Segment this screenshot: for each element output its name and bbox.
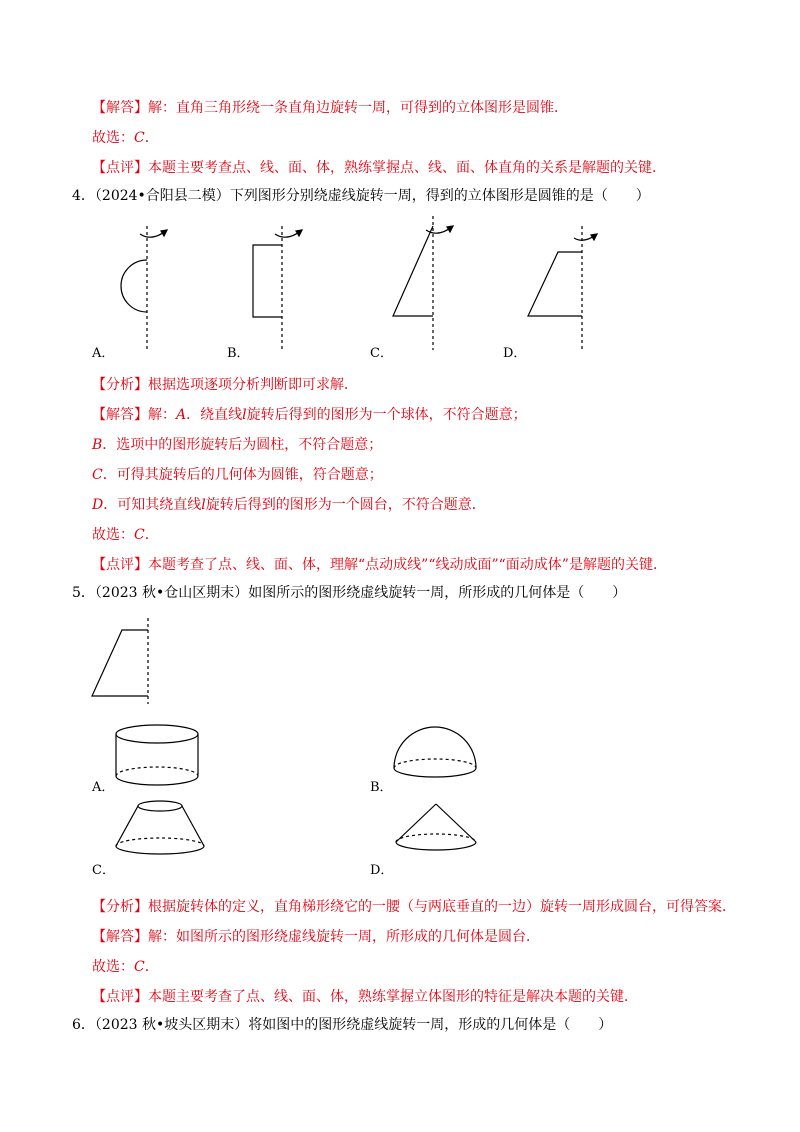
line-symbol-l: l bbox=[201, 497, 206, 513]
q4-figure-b bbox=[245, 222, 315, 352]
q4-figure-c bbox=[388, 212, 458, 352]
answer-text: 解：直角三角形绕一条直角边旋转一周，可得到的立体图形是圆锥． bbox=[148, 100, 568, 116]
comment-tag: 【点评】 bbox=[92, 989, 148, 1005]
answer-tag: 【解答】 bbox=[92, 929, 148, 945]
choice-letter: C bbox=[134, 130, 145, 146]
question-stem: 如图所示的图形绕虚线旋转一周，所形成的几何体是（ ） bbox=[248, 585, 627, 601]
q5-stem-line bbox=[72, 584, 626, 602]
choice-suffix: ． bbox=[144, 959, 159, 975]
q4-answer-line-d bbox=[92, 496, 486, 514]
q5-option-c-label: C． bbox=[92, 863, 115, 878]
comment-tag: 【点评】 bbox=[92, 557, 148, 573]
answer-letter-b: B bbox=[92, 437, 103, 453]
answer-text-b: ．选项中的图形旋转后为圆柱，不符合题意； bbox=[102, 437, 383, 453]
q5-option-b-label: B． bbox=[370, 780, 393, 795]
q4-answer-line-a bbox=[92, 406, 527, 424]
q3-answer-line bbox=[92, 99, 568, 117]
choice-suffix: ． bbox=[144, 527, 159, 543]
analysis-tag: 【分析】 bbox=[92, 377, 148, 393]
question-number: 4． bbox=[72, 188, 95, 204]
q3-comment-line bbox=[92, 159, 666, 177]
answer-text-a-mid: ．绕直线 bbox=[186, 407, 243, 423]
question-stem: 下列图形分别绕虚线旋转一周，得到的立体图形是圆锥的是（ ） bbox=[229, 188, 650, 204]
q4-option-a-label: A． bbox=[92, 346, 115, 361]
choice-prefix: 故选： bbox=[92, 959, 134, 975]
analysis-tag: 【分析】 bbox=[92, 899, 148, 915]
q4-option-d-label: D． bbox=[503, 346, 527, 361]
answer-letter-d: D bbox=[92, 497, 104, 513]
question-source: （2023 秋•坡头区期末） bbox=[94, 1017, 249, 1033]
q5-option-b-hemisphere bbox=[390, 720, 480, 790]
choice-letter: C bbox=[134, 959, 145, 975]
answer-prefix: 解： bbox=[148, 407, 176, 423]
q5-option-c-frustum bbox=[112, 796, 212, 866]
answer-text-d-mid: ．可知其绕直线 bbox=[103, 497, 202, 513]
answer-text-c: ．可得其旋转后的几何体为圆锥，符合题意； bbox=[102, 467, 383, 483]
comment-text: 本题主要考查点、线、面、体，熟练掌握点、线、面、体直角的关系是解题的关键． bbox=[148, 160, 666, 176]
question-number: 6． bbox=[72, 1017, 95, 1033]
choice-prefix: 故选： bbox=[92, 130, 134, 146]
q4-answer-line-b bbox=[92, 436, 382, 454]
q5-trapezoid-figure bbox=[88, 616, 158, 706]
q5-choice-line bbox=[92, 958, 159, 976]
analysis-text: 根据旋转体的定义，直角梯形绕它的一腰（与两底垂直的一边）旋转一周形成圆台，可得答案． bbox=[148, 899, 736, 915]
q4-option-b-label: B． bbox=[227, 346, 250, 361]
q4-figure-d bbox=[520, 222, 600, 352]
q4-analysis-line bbox=[92, 376, 358, 394]
line-symbol-l: l bbox=[242, 407, 247, 423]
q4-answer-line-c bbox=[92, 466, 383, 484]
question-number: 5． bbox=[72, 585, 95, 601]
q5-comment-line bbox=[92, 988, 638, 1006]
q5-analysis-line bbox=[92, 898, 736, 916]
comment-text: 本题主要考查了点、线、面、体，熟练掌握立体图形的特征是解决本题的关键． bbox=[148, 989, 638, 1005]
answer-text: 解：如图所示的图形绕虚线旋转一周，所形成的几何体是圆台． bbox=[148, 929, 540, 945]
q4-comment-line bbox=[92, 556, 667, 574]
q4-choice-line bbox=[92, 526, 159, 544]
answer-letter-a: A bbox=[176, 407, 187, 423]
comment-text: 本题考查了点、线、面、体，理解“点动成线”“线动成面”“面动成体”是解题的关键． bbox=[148, 557, 667, 573]
question-source: （2024•合阳县二模） bbox=[94, 188, 230, 204]
choice-letter: C bbox=[134, 527, 145, 543]
q3-choice-line bbox=[92, 129, 159, 147]
q6-stem-line bbox=[72, 1016, 612, 1034]
q5-option-a-cylinder bbox=[112, 722, 202, 792]
q5-option-d-cone bbox=[392, 800, 492, 870]
answer-tag: 【解答】 bbox=[92, 407, 148, 423]
answer-text-d: 旋转后得到的图形为一个圆台，不符合题意． bbox=[205, 497, 486, 513]
q4-figure-a bbox=[110, 222, 180, 352]
answer-letter-c: C bbox=[92, 467, 103, 483]
q4-option-c-label: C． bbox=[370, 346, 393, 361]
choice-suffix: ． bbox=[144, 130, 159, 146]
q5-option-d-label: D． bbox=[370, 863, 394, 878]
comment-tag: 【点评】 bbox=[92, 160, 148, 176]
answer-tag: 【解答】 bbox=[92, 100, 148, 116]
question-stem: 将如图中的图形绕虚线旋转一周，形成的几何体是（ ） bbox=[248, 1017, 613, 1033]
answer-text-a: 旋转后得到的图形为一个球体，不符合题意； bbox=[246, 407, 527, 423]
question-source: （2023 秋•仓山区期末） bbox=[94, 585, 249, 601]
q5-answer-line bbox=[92, 928, 540, 946]
analysis-text: 根据选项逐项分析判断即可求解． bbox=[148, 377, 358, 393]
choice-prefix: 故选： bbox=[92, 527, 134, 543]
q4-stem-line bbox=[72, 187, 650, 205]
q5-option-a-label: A． bbox=[92, 780, 115, 795]
